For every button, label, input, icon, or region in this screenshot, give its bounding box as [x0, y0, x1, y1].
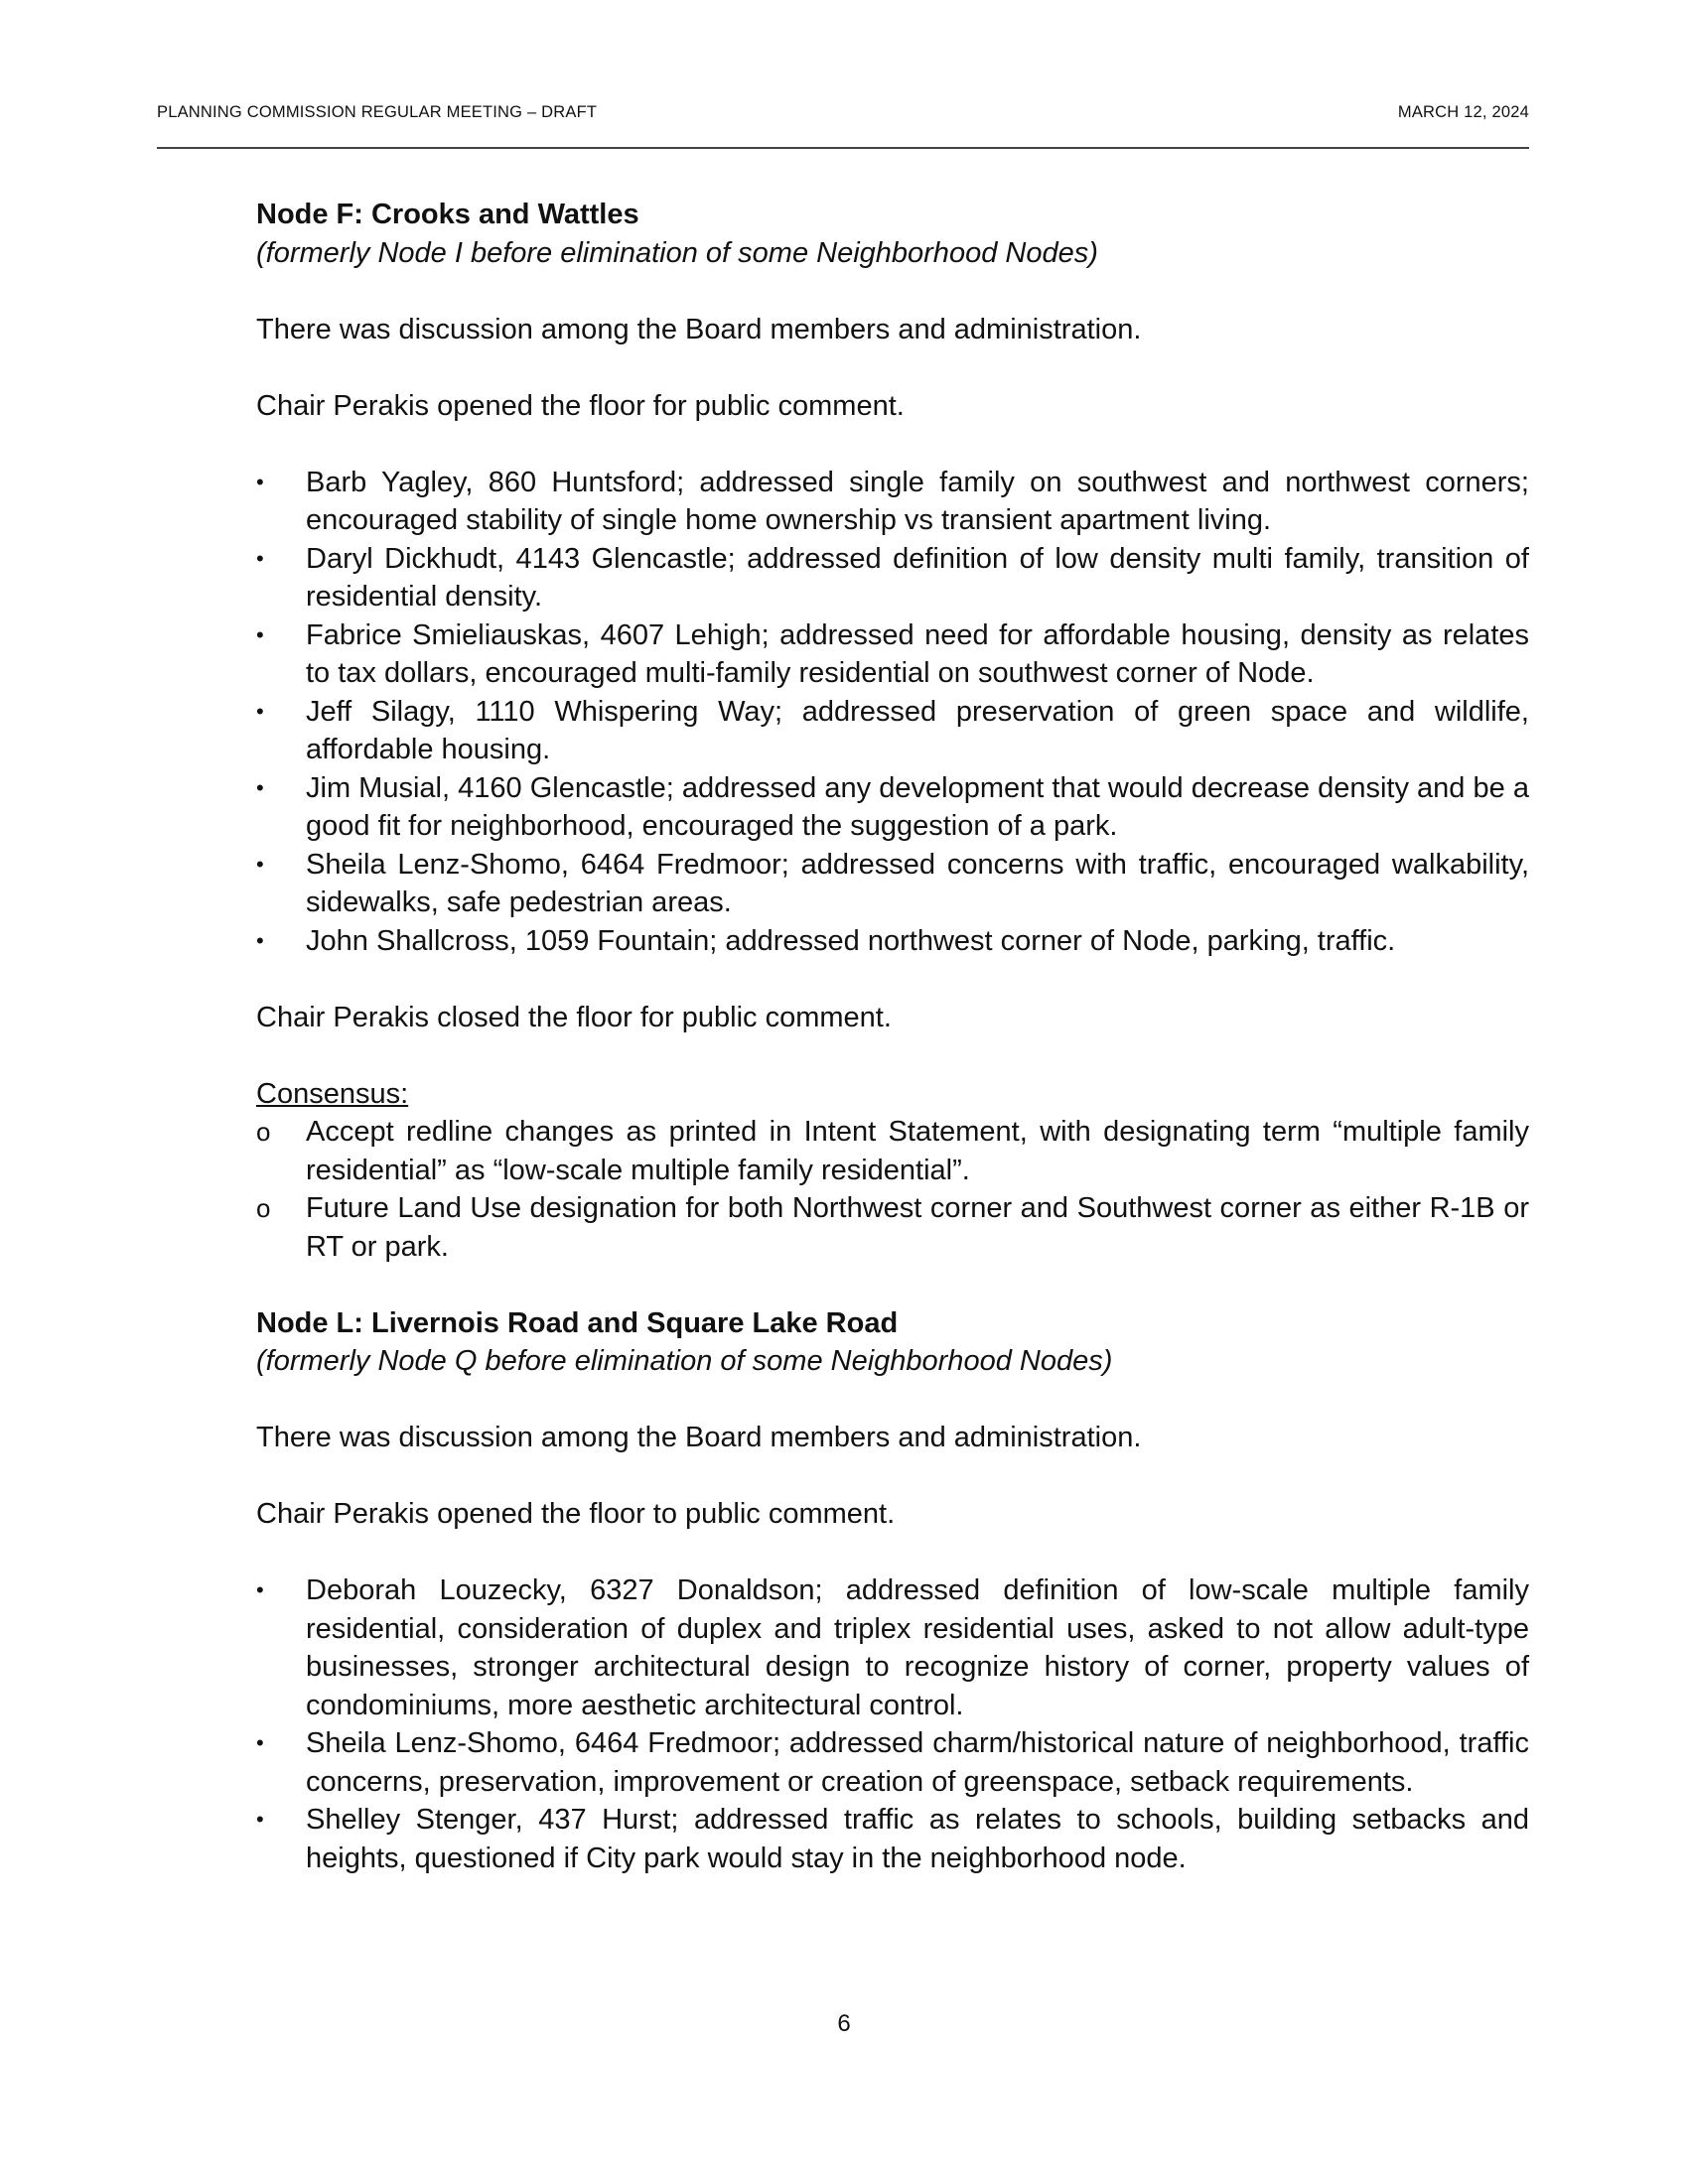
- list-item-text: Sheila Lenz-Shomo, 6464 Fredmoor; addressed concerns with traffic, encouraged walkability, sidewalks, safe pedestrian areas.: [306, 848, 1529, 918]
- list-item-text: Sheila Lenz-Shomo, 6464 Fredmoor; addressed charm/historical nature of neighborhood, traffic concerns, preservation, improvement or creation of greenspace, setback requirements.: [306, 1727, 1529, 1798]
- section-title-node-l: Node L: Livernois Road and Square Lake Road: [256, 1306, 899, 1339]
- circle-bullet-icon: o: [256, 1193, 271, 1223]
- list-item-text: Jeff Silagy, 1110 Whispering Way; addressed preservation of green space and wildlife, affordable housing.: [306, 695, 1529, 765]
- open-floor-text: Chair Perakis opened the floor to public comment.: [256, 1498, 896, 1530]
- header-title: PLANNING COMMISSION REGULAR MEETING – DRAFT: [157, 103, 598, 121]
- consensus-list: [256, 1113, 1529, 1266]
- bullet-icon: •: [256, 774, 264, 800]
- list-item: [256, 1801, 1529, 1877]
- header-date: MARCH 12, 2024: [1397, 103, 1529, 121]
- bullet-icon: •: [256, 927, 264, 953]
- page-number: 6: [837, 2010, 851, 2037]
- discussion-text: There was discussion among the Board members and administration.: [256, 1422, 1142, 1453]
- bullet-icon: •: [256, 698, 264, 724]
- open-floor-text: Chair Perakis opened the floor for public comment.: [256, 389, 905, 422]
- list-item: [256, 846, 1529, 922]
- public-comment-list: [256, 1571, 1529, 1877]
- list-item-text: John Shallcross, 1059 Fountain; addressed northwest corner of Node, parking, traffic.: [306, 924, 1396, 957]
- list-item-text: Daryl Dickhudt, 4143 Glencastle; addressed definition of low density multi family, transition of residential density.: [306, 542, 1529, 613]
- section-note-node-l: (formerly Node Q before elimination of some Neighborhood Nodes): [256, 1345, 1113, 1377]
- bullet-icon: •: [256, 621, 264, 647]
- document-body: [256, 196, 1529, 1877]
- bullet-icon: •: [256, 1807, 264, 1832]
- list-item: [256, 693, 1529, 769]
- bullet-icon: •: [256, 469, 264, 494]
- list-item-text: Jim Musial, 4160 Glencastle; addressed any development that would decrease density and be a good fit for neighborhood, encouraged the suggestion of a park.: [306, 771, 1529, 842]
- list-item-text: Accept redline changes as printed in Intent Statement, with designating term “multiple family residential” as “low-scale multiple family residential”.: [306, 1116, 1529, 1186]
- section-note-node-f: (formerly Node I before elimination of some Neighborhood Nodes): [256, 236, 1098, 269]
- list-item-text: Future Land Use designation for both Northwest corner and Southwest corner as either R-1B or RT or park.: [306, 1192, 1529, 1263]
- list-item: [256, 922, 1529, 961]
- list-item: [256, 1571, 1529, 1724]
- list-item: [256, 769, 1529, 846]
- list-item-text: Barb Yagley, 860 Huntsford; addressed single family on southwest and northwest corners; encouraged stability of single home ownership vs transient apartment living.: [306, 466, 1529, 536]
- list-item: [256, 540, 1529, 616]
- consensus-label: Consensus:: [256, 1077, 409, 1110]
- close-floor-text: Chair Perakis closed the floor for public comment.: [256, 1001, 892, 1033]
- page-header: [157, 99, 1529, 149]
- discussion-text: There was discussion among the Board members and administration.: [256, 313, 1142, 345]
- list-item: [256, 1189, 1529, 1266]
- list-item-text: Shelley Stenger, 437 Hurst; addressed traffic as relates to schools, building setbacks and heights, questioned if City park would stay in the neighborhood node.: [306, 1804, 1529, 1874]
- list-item-text: Deborah Louzecky, 6327 Donaldson; addressed definition of low-scale multiple family residential, consideration of duplex and triplex residential uses, asked to not allow adult-type businesses, stronger architectural design to recognize history of corner, property values of condominiums, more aesthetic architectural control.: [306, 1574, 1529, 1721]
- list-item: [256, 616, 1529, 693]
- circle-bullet-icon: o: [256, 1117, 271, 1147]
- bullet-icon: •: [256, 1730, 264, 1755]
- public-comment-list: [256, 464, 1529, 961]
- bullet-icon: •: [256, 545, 264, 571]
- list-item: [256, 464, 1529, 540]
- list-item: [256, 1724, 1529, 1801]
- list-item: [256, 1113, 1529, 1189]
- bullet-icon: •: [256, 851, 264, 877]
- section-title-node-f: Node F: Crooks and Wattles: [256, 199, 639, 230]
- list-item-text: Fabrice Smieliauskas, 4607 Lehigh; addressed need for affordable housing, density as relates to tax dollars, encouraged multi-family residential on southwest corner of Node.: [306, 618, 1529, 689]
- bullet-icon: •: [256, 1577, 264, 1602]
